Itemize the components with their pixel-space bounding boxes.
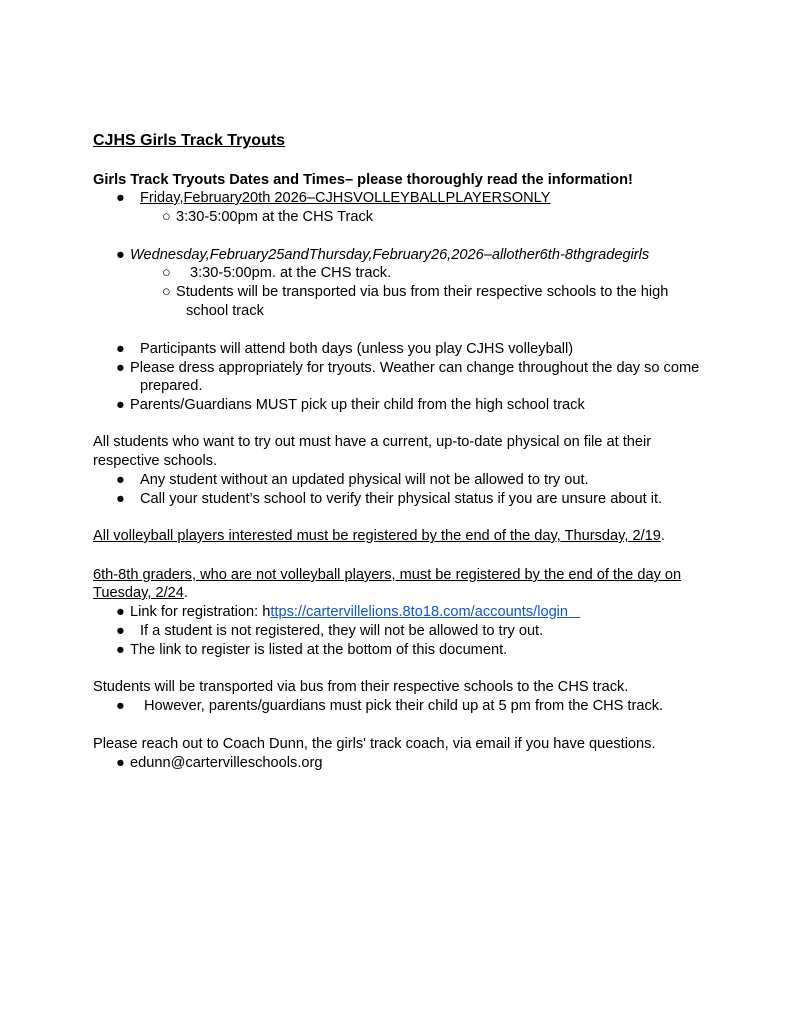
friday-underline-tail [524, 189, 558, 207]
bullet-icon: ● [116, 698, 125, 714]
not-registered-note: If a student is not registered, they will not be allowed to try out. [140, 623, 544, 639]
physical-item-2: Call your student’s school to verify their physical status if you are unsure about it. [140, 491, 663, 507]
bullet-icon: ● [116, 755, 125, 771]
wednesday-bus-line-2: school track [186, 303, 264, 319]
transport-intro: Students will be transported via bus from their respective schools to the CHS track. [93, 679, 629, 695]
link-underline-tail [568, 604, 580, 620]
circle-bullet-icon: ○ [162, 209, 171, 225]
circle-bullet-icon: ○ [162, 265, 171, 281]
contact-intro: Please reach out to Coach Dunn, the girls' track coach, via email if you have questions. [93, 736, 656, 752]
bullet-icon: ● [116, 623, 125, 639]
grader-deadline-date: Tuesday, 2/24 [93, 585, 184, 601]
bullet-icon: ● [116, 341, 125, 357]
registration-link-label: Link for registration: h [130, 604, 271, 620]
bullet-icon: ● [116, 247, 125, 263]
grader-deadline-line-2 [93, 584, 188, 602]
bullet-icon: ● [116, 472, 125, 488]
bullet-icon: ● [116, 491, 125, 507]
friday-schedule: Friday,February20th 2026–CJHSVOLLEYBALLPLAYERSONLY [140, 190, 551, 206]
friday-time: 3:30-5:00pm at the CHS Track [176, 209, 374, 225]
bullet-icon: ● [116, 604, 125, 620]
dress-note-line-2: prepared. [140, 378, 203, 394]
page-title: CJHS Girls Track Tryouts [93, 132, 286, 149]
registration-link[interactable]: ttps://cartervillelions.8to18.com/accounts/login [270, 604, 569, 620]
wednesday-schedule: Wednesday,February25andThursday,February26,2026–allother6th-8thgradegirls [130, 247, 650, 263]
dates-heading: Girls Track Tryouts Dates and Times– please thoroughly read the information! [93, 172, 633, 188]
register-link-location-note: The link to register is listed at the bottom of this document. [130, 642, 508, 658]
wednesday-bus-line-1: Students will be transported via bus from their respective schools to the high [176, 284, 669, 300]
physical-item-1: Any student without an updated physical will not be allowed to try out. [140, 472, 589, 488]
volleyball-deadline-text: All volleyball players interested must be registered by the end of the day, Thursday, 2/19 [93, 528, 661, 544]
physical-intro-line-1: All students who want to try out must have a current, up-to-date physical on file at their [93, 434, 652, 450]
volleyball-deadline [93, 527, 665, 545]
transport-pickup-note: However, parents/guardians must pick their child up at 5 pm from the CHS track. [144, 698, 664, 714]
bullet-icon: ● [116, 642, 125, 658]
bullet-icon: ● [116, 190, 125, 206]
bullet-icon: ● [116, 360, 125, 376]
pickup-note: Parents/Guardians MUST pick up their child from the high school track [130, 397, 585, 413]
bullet-icon: ● [116, 397, 125, 413]
physical-intro-line-2: respective schools. [93, 453, 218, 469]
wednesday-time: 3:30-5:00pm. at the CHS track. [190, 265, 392, 281]
coach-email[interactable]: edunn@cartervilleschools.org [130, 755, 323, 771]
circle-bullet-icon: ○ [162, 284, 171, 300]
dress-note-line-1: Please dress appropriately for tryouts. Weather can change throughout the day so come [130, 360, 700, 376]
period: . [660, 528, 665, 544]
attend-note: Participants will attend both days (unless you play CJHS volleyball) [140, 341, 574, 357]
period: . [183, 585, 188, 601]
grader-deadline-line-1: 6th-8th graders, who are not volleyball players, must be registered by the end of the day on [93, 567, 682, 583]
registration-link-row [130, 603, 580, 621]
